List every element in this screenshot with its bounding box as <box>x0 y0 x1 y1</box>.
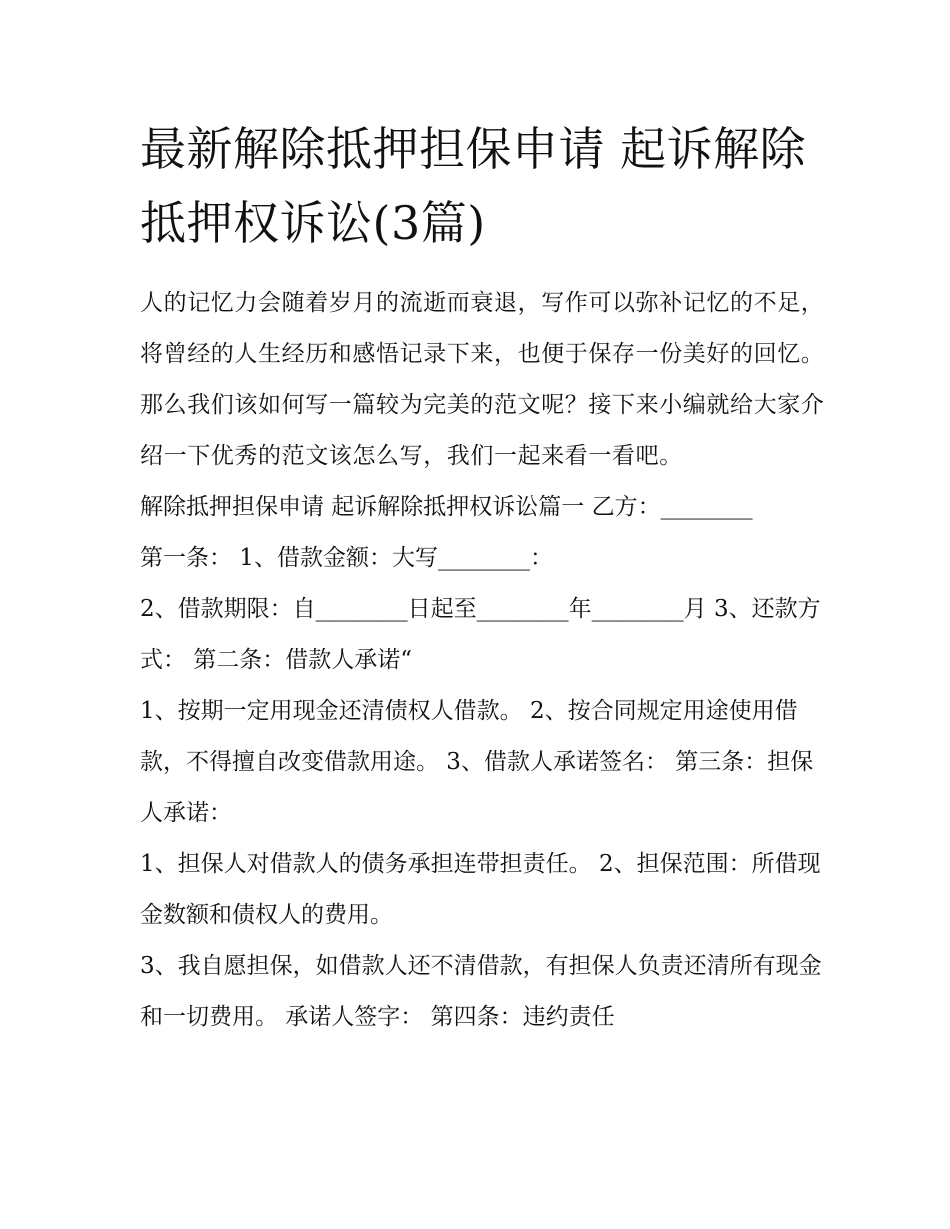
document-body <box>140 278 830 1043</box>
guarantor-commitment-paragraph: 3、我自愿担保，如借款人还不清借款，有担保人负责还清所有现金和一切费用。 承诺人签字： 第四条：违约责任 <box>140 953 822 1030</box>
loan-term-paragraph: 2、借款期限：自________日起至________年________月 3、还款方式： 第二条：借款人承诺“ <box>140 596 821 673</box>
document-title: 最新解除抵押担保申请 起诉解除抵押权诉讼(3篇) <box>140 122 807 250</box>
article-one-paragraph: 第一条： 1、借款金额：大写________： <box>140 545 553 571</box>
intro-paragraph: 人的记忆力会随着岁月的流逝而衰退，写作可以弥补记忆的不足，将曾经的人生经历和感悟记录下来，也便于保存一份美好的回忆。那么我们该如何写一篇较为完美的范文呢？接下来小编就给大家介绍一下优秀的范文该怎么写，我们一起来看一看吧。 <box>140 290 825 469</box>
borrower-promise-paragraph: 1、按期一定用现金还清债权人借款。 2、按合同规定用途使用借款，不得擅自改变借款用途。 3、借款人承诺签名： 第三条：担保人承诺： <box>140 698 814 826</box>
section-heading-paragraph: 解除抵押担保申请 起诉解除抵押权诉讼篇一 乙方：________ <box>140 494 753 520</box>
guarantor-scope-paragraph: 1、担保人对借款人的债务承担连带担责任。 2、担保范围：所借现金数额和债权人的费用。 <box>140 851 821 928</box>
